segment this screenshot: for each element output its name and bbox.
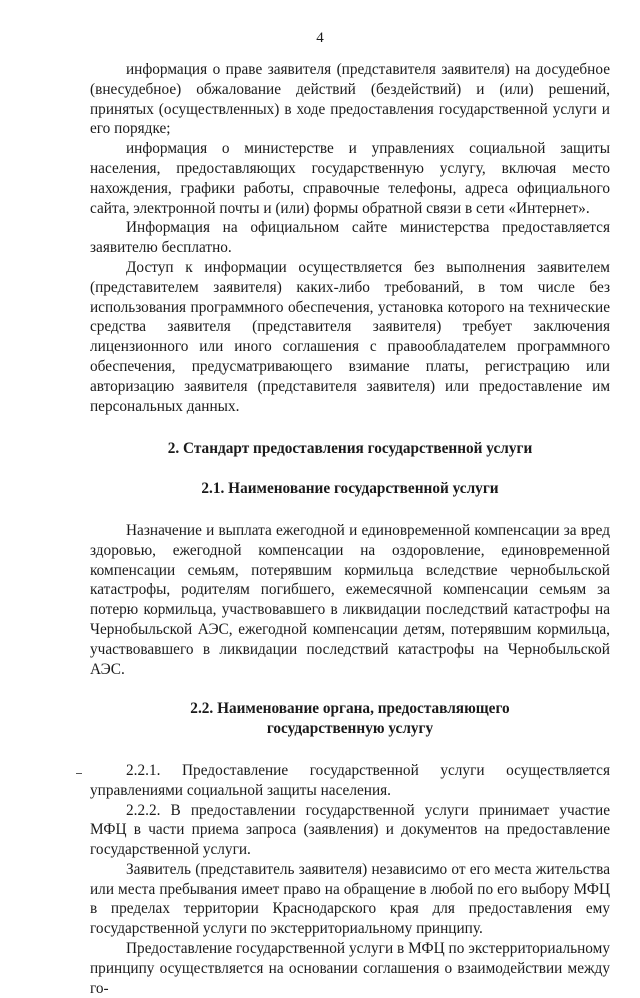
paragraph: Назначение и выплата ежегодной и единовременной компенсации за вред здоровью, ежегодной компенсации на оздоровление, единовременной компенсации семьям, потерявшим кормильца вследствие чернобыльской катастрофы, родителям погибшего, ежемесячной компенсации семьям за потерю кормильца, участвовавшего в ликвидации последствий катастрофы на Чернобыльской АЭС, ежегодной компенсации детям, потерявшим кормильца, участвовавшего в ликвидации последствий катастрофы на Чернобыльской АЭС. (90, 521, 610, 678)
paragraph: Доступ к информации осуществляется без выполнения заявителем (представителем заявителя) каких-либо требований, в том числе без использования программного обеспечения, установка которого на технические средства заявителя (представителя заявителя) требует заключения лицензионного или иного соглашения с правообладателем программного обеспечения, предусматривающего взимание платы, регистрацию или авторизацию заявителя (представителя заявителя) или предоставление им персональных данных. (90, 258, 610, 415)
subsection-heading: 2.1. Наименование государственной услуги (201, 480, 499, 498)
subsection-heading-line: государственную услугу (266, 720, 434, 738)
paragraph: Предоставление государственной услуги в МФЦ по экстерриториальному принципу осуществляется на основании соглашения о взаимодействии между го- (90, 940, 610, 997)
paragraph: 2.2.2. В предоставлении государственной услуги принимает участие МФЦ в части приема запроса (заявления) и документов на предоставление государственной услуги. (90, 801, 610, 859)
section-heading: 2. Стандарт предоставления государственной услуги (167, 440, 533, 458)
paragraph: Заявитель (представитель заявителя) независимо от его места жительства или места пребывания имеет право на обращение в любой по его выбору МФЦ в пределах территории Краснодарского края для предоставления ему государственной услуги по экстерриториальному принципу. (90, 860, 610, 938)
page-number: 4 (316, 30, 324, 46)
paragraph: 2.2.1. Предоставление государственной услуги осуществляется управлениями социальной защиты населения. (90, 761, 610, 799)
subsection-heading-line: 2.2. Наименование органа, предоставляющего (190, 700, 510, 718)
scan-artifact (76, 773, 82, 774)
paragraph: информация о праве заявителя (представителя заявителя) на досудебное (внесудебное) обжалование действий (бездействий) и (или) решений, принятых (осуществленных) в ходе предоставления государственной услуги и его порядке; (90, 61, 610, 138)
document-body (90, 60, 610, 998)
paragraph: информация о министерстве и управлениях социальной защиты населения, предоставляющих государственную услугу, включая место нахождения, графики работы, справочные телефоны, адреса официального сайта, электронной почты и (или) формы обратной связи в сети «Интернет». (90, 140, 610, 217)
subsection-heading (90, 699, 610, 739)
paragraph: Информация на официальном сайте министерства предоставляется заявителю бесплатно. (90, 219, 610, 257)
